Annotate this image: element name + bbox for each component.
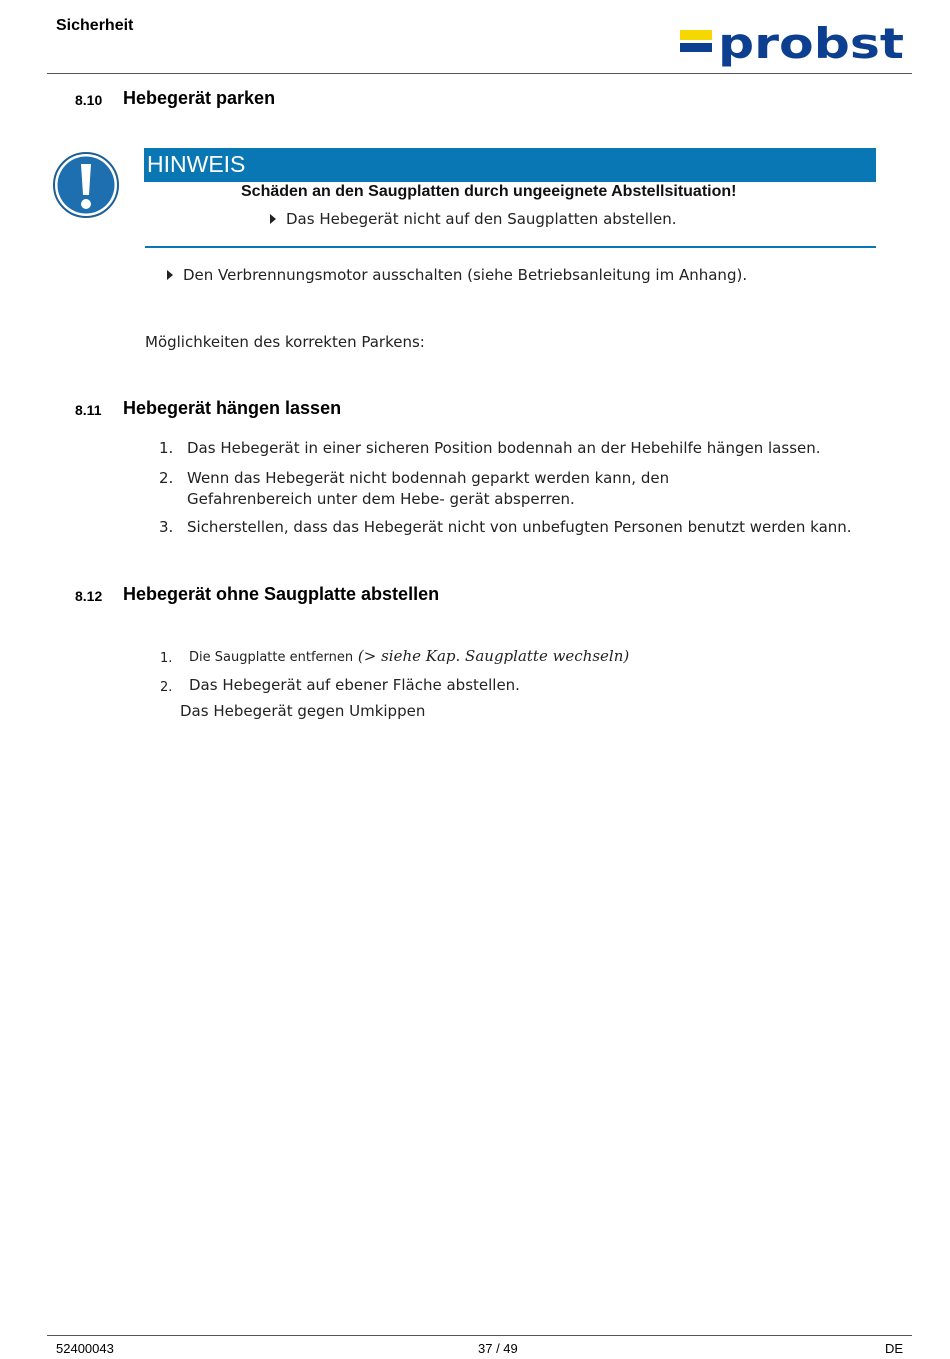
footer-rule xyxy=(47,1335,912,1336)
footer-language: DE xyxy=(885,1341,904,1356)
list-item xyxy=(159,438,899,460)
list-text: Das Hebegerät auf ebener Fläche abstellen. xyxy=(189,676,520,694)
list-item xyxy=(160,646,860,668)
notice-subtitle: Schäden an den Saugplatten durch ungeeignete Abstellsituation! xyxy=(241,183,737,200)
section-8-12-heading xyxy=(75,584,575,608)
list-number: 1. xyxy=(159,439,174,457)
trailing-text: Das Hebegerät gegen Umkippen xyxy=(180,702,426,720)
section-number: 8.10 xyxy=(75,92,103,108)
footer-page-number: 37 / 49 xyxy=(478,1341,518,1356)
notice-bottom-rule xyxy=(145,246,876,248)
notice-header-bar xyxy=(144,148,876,182)
section-number: 8.12 xyxy=(75,588,103,604)
section-8-10-heading xyxy=(75,88,475,112)
list-item xyxy=(159,468,899,512)
list-text-continued: Gefahrenbereich unter dem Hebe- gerät absperren. xyxy=(187,490,575,508)
list-text-main: Die Saugplatte entfernen xyxy=(189,650,354,665)
parking-paragraph: Möglichkeiten des korrekten Parkens: xyxy=(145,333,425,351)
info-exclamation-icon xyxy=(52,151,120,219)
list-text xyxy=(189,646,629,668)
header-title: Sicherheit xyxy=(56,17,134,34)
svg-text:probst: probst xyxy=(718,24,904,68)
list-item xyxy=(159,517,919,539)
list-number: 3. xyxy=(159,518,174,536)
section-title: Hebegerät ohne Saugplatte abstellen xyxy=(123,584,440,604)
notice-label: HINWEIS xyxy=(147,151,246,177)
notice-bullet-text: Das Hebegerät nicht auf den Saugplatten abstellen. xyxy=(286,210,677,228)
chapter-reference: (> siehe Kap. Saugplatte wechseln) xyxy=(357,647,630,665)
list-number: 1. xyxy=(160,651,173,666)
list-text: Wenn das Hebegerät nicht bodennah geparkt werden kann, den xyxy=(187,469,670,487)
notice-bullet xyxy=(270,210,677,228)
motor-bullet xyxy=(167,266,747,284)
bullet-triangle-icon xyxy=(167,270,173,280)
list-text: Das Hebegerät in einer sicheren Position bodennah an der Hebehilfe hängen lassen. xyxy=(187,439,821,457)
list-item xyxy=(160,675,860,697)
header-rule xyxy=(47,73,912,74)
list-number: 2. xyxy=(159,469,174,487)
list-number: 2. xyxy=(160,680,173,695)
section-8-11-heading xyxy=(75,398,475,422)
bullet-triangle-icon xyxy=(270,214,276,224)
probst-logo xyxy=(680,24,906,70)
list-text: Sicherstellen, dass das Hebegerät nicht von unbefugten Personen benutzt werden kann. xyxy=(187,518,852,536)
footer-doc-number: 52400043 xyxy=(56,1341,114,1356)
section-title: Hebegerät hängen lassen xyxy=(123,398,342,418)
section-title: Hebegerät parken xyxy=(123,88,276,108)
motor-bullet-text: Den Verbrennungsmotor ausschalten (siehe Betriebsanleitung im Anhang). xyxy=(183,266,748,284)
section-number: 8.11 xyxy=(75,402,102,418)
